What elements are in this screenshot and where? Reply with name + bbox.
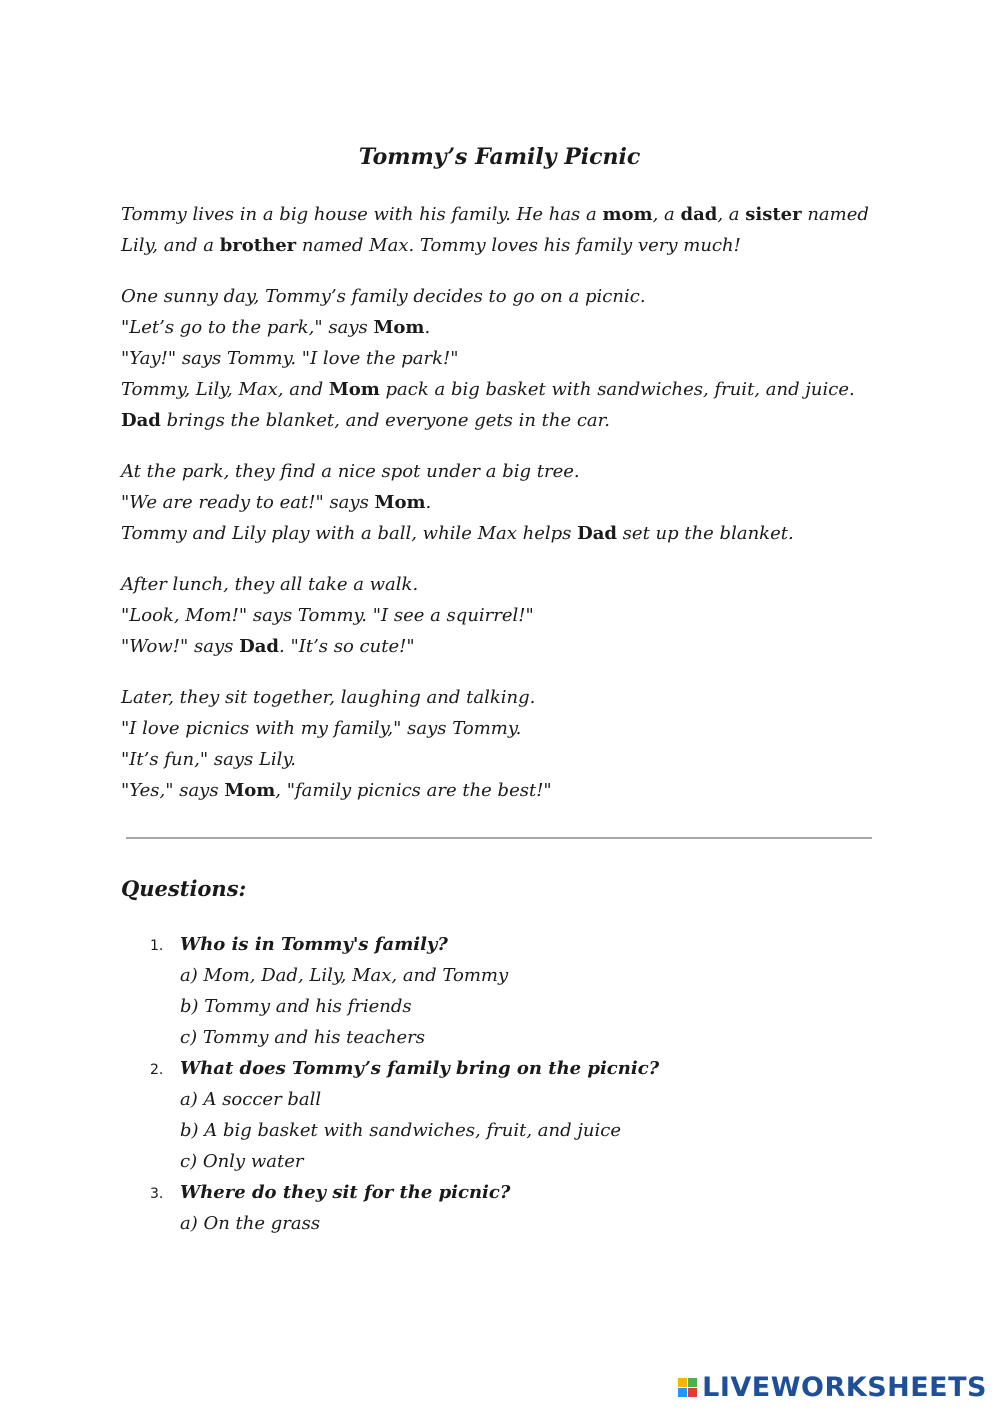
story-paragraph — [121, 281, 881, 436]
story-line — [121, 343, 881, 374]
text-segment: named — [801, 204, 869, 225]
story-line — [121, 569, 881, 600]
answer-option: a) On the grass — [180, 1213, 321, 1234]
bold-word: Mom — [373, 317, 425, 338]
story-line — [121, 456, 881, 487]
brand-text: LIVEWORKSHEETS — [702, 1371, 987, 1403]
story-line — [121, 775, 881, 806]
story-text — [121, 199, 881, 826]
bold-word: Dad — [577, 523, 617, 544]
questions-heading: Questions: — [121, 876, 247, 901]
text-segment: brings the blanket, and everyone gets in the car. — [160, 410, 610, 431]
answer-option: c) Only water — [180, 1151, 304, 1172]
text-segment: , a — [717, 204, 746, 225]
question-item — [150, 929, 870, 960]
text-segment: One sunny day, Tommy’s family decides to go on a picnic. — [121, 286, 646, 307]
story-line — [121, 405, 881, 436]
answer-option: a) Mom, Dad, Lily, Max, and Tommy — [180, 965, 509, 986]
text-segment: . "It’s so cute!" — [279, 636, 415, 657]
section-divider — [126, 837, 872, 839]
logo-tile — [678, 1378, 687, 1387]
answer-option: b) Tommy and his friends — [180, 996, 412, 1017]
logo-tile — [678, 1388, 687, 1397]
story-line — [121, 487, 881, 518]
question-text: Where do they sit for the picnic? — [180, 1182, 511, 1203]
text-segment: Tommy lives in a big house with his family. He has a — [121, 204, 603, 225]
text-segment: Tommy, Lily, Max, and — [121, 379, 329, 400]
bold-word: Dad — [121, 410, 161, 431]
story-line — [121, 374, 881, 405]
text-segment: After lunch, they all take a walk. — [121, 574, 419, 595]
story-line — [121, 682, 881, 713]
bold-word: mom — [602, 204, 653, 225]
questions-list — [150, 929, 870, 1239]
text-segment: "I love picnics with my family," says Tommy. — [121, 718, 522, 739]
story-line — [121, 713, 881, 744]
text-segment: "Look, Mom!" says Tommy. "I see a squirrel!" — [121, 605, 534, 626]
text-segment: At the park, they find a nice spot under a big tree. — [121, 461, 580, 482]
story-line — [121, 281, 881, 312]
text-segment: , "family picnics are the best!" — [275, 780, 552, 801]
bold-word: Mom — [374, 492, 426, 513]
text-segment: "Yes," says — [121, 780, 225, 801]
text-segment: Lily, and a — [121, 235, 220, 256]
logo-tile — [688, 1388, 697, 1397]
text-segment: "Yay!" says Tommy. "I love the park!" — [121, 348, 459, 369]
text-segment: set up the blanket. — [616, 523, 794, 544]
question-item — [150, 1177, 870, 1208]
answer-option: a) A soccer ball — [180, 1089, 322, 1110]
answer-option: c) Tommy and his teachers — [180, 1027, 425, 1048]
text-segment: . — [424, 317, 431, 338]
text-segment: "We are ready to eat!" says — [121, 492, 375, 513]
bold-word: Mom — [224, 780, 276, 801]
text-segment: named Max. Tommy loves his family very much! — [296, 235, 741, 256]
text-segment: "Wow!" says — [121, 636, 240, 657]
text-segment: , a — [652, 204, 681, 225]
story-line — [121, 744, 881, 775]
text-segment: "Let’s go to the park," says — [121, 317, 374, 338]
story-paragraph — [121, 199, 881, 261]
bold-word: dad — [680, 204, 718, 225]
liveworksheets-logo-icon — [678, 1378, 697, 1397]
question-number: 2. — [150, 1062, 164, 1078]
story-line — [121, 199, 881, 230]
story-paragraph — [121, 569, 881, 662]
text-segment: . — [425, 492, 432, 513]
bold-word: Dad — [239, 636, 279, 657]
story-line — [121, 230, 881, 261]
text-segment: pack a big basket with sandwiches, fruit, and juice. — [379, 379, 855, 400]
story-paragraph — [121, 456, 881, 549]
story-line — [121, 312, 881, 343]
text-segment: Tommy and Lily play with a ball, while Max helps — [121, 523, 578, 544]
bold-word: sister — [745, 204, 802, 225]
page-title: Tommy’s Family Picnic — [358, 144, 641, 170]
text-segment: Later, they sit together, laughing and talking. — [121, 687, 536, 708]
bold-word: Mom — [328, 379, 380, 400]
answer-option: b) A big basket with sandwiches, fruit, and juice — [180, 1120, 622, 1141]
question-number: 1. — [150, 938, 164, 954]
story-line — [121, 518, 881, 549]
story-paragraph — [121, 682, 881, 806]
question-number: 3. — [150, 1186, 164, 1202]
bold-word: brother — [219, 235, 297, 256]
logo-tile — [688, 1378, 697, 1387]
question-text: What does Tommy’s family bring on the picnic? — [180, 1058, 660, 1079]
question-text: Who is in Tommy's family? — [180, 934, 448, 955]
story-line — [121, 631, 881, 662]
liveworksheets-brand — [678, 1370, 987, 1404]
story-line — [121, 600, 881, 631]
question-item — [150, 1053, 870, 1084]
text-segment: "It’s fun," says Lily. — [121, 749, 296, 770]
